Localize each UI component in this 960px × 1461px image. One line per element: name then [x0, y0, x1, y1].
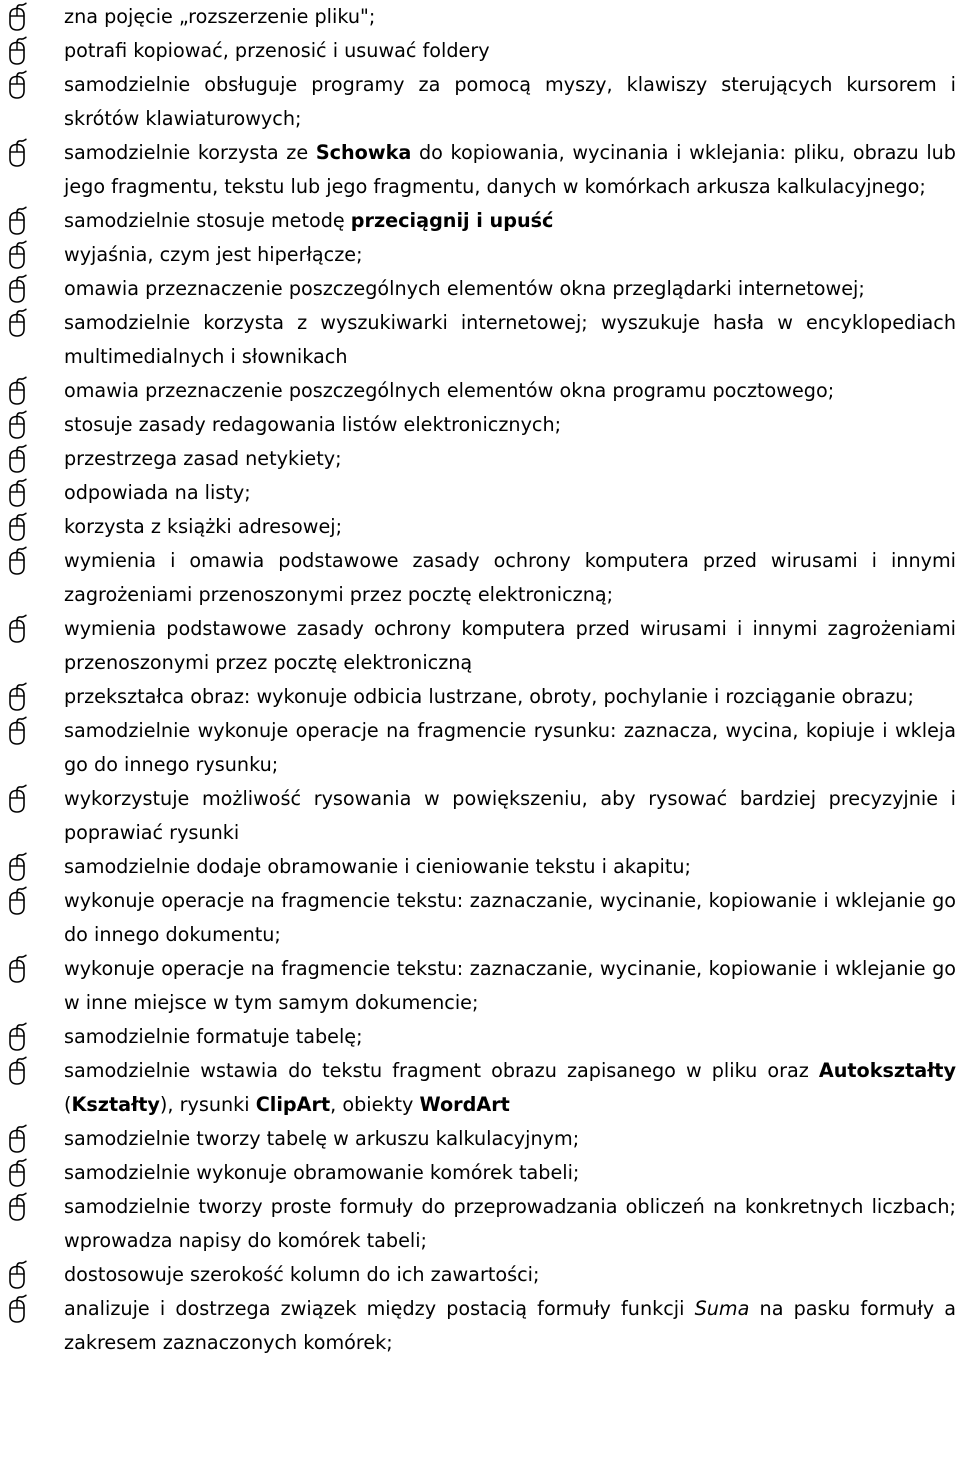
computer-mouse-icon [4, 410, 30, 440]
item-text-run: , obiekty [330, 1093, 420, 1116]
computer-mouse-icon [4, 274, 30, 304]
computer-mouse-icon [4, 376, 30, 406]
list-item [0, 34, 960, 68]
computer-mouse-icon [4, 1158, 30, 1188]
computer-mouse-icon [4, 1260, 30, 1290]
computer-mouse-icon [4, 1056, 30, 1086]
item-text [64, 850, 956, 884]
item-text-run: samodzielnie formatuje tabelę; [64, 1025, 363, 1048]
item-text [64, 238, 956, 272]
list-item [0, 850, 960, 884]
item-text [64, 680, 956, 714]
computer-mouse-icon [4, 614, 30, 644]
item-text [64, 374, 956, 408]
computer-mouse-icon [4, 1294, 30, 1324]
list-item [0, 782, 960, 850]
list-item [0, 680, 960, 714]
item-text [64, 1054, 956, 1122]
list-item [0, 1054, 960, 1122]
item-text-run: korzysta z książki adresowej; [64, 515, 343, 538]
item-text-run: omawia przeznaczenie poszczególnych elementów okna przeglądarki internetowej; [64, 277, 865, 300]
list-item [0, 1020, 960, 1054]
list-item [0, 1156, 960, 1190]
item-text [64, 68, 956, 136]
list-item [0, 374, 960, 408]
list-item [0, 0, 960, 34]
item-text [64, 884, 956, 952]
computer-mouse-icon [4, 954, 30, 984]
list-item [0, 612, 960, 680]
item-text-run: potrafi kopiować, przenosić i usuwać foldery [64, 39, 490, 62]
item-text-run: wykonuje operacje na fragmencie tekstu: zaznaczanie, wycinanie, kopiowanie i wklejanie go do innego dokumentu; [64, 889, 956, 946]
list-item [0, 204, 960, 238]
item-text-run: zna pojęcie „rozszerzenie pliku"; [64, 5, 376, 28]
item-text [64, 1190, 956, 1258]
item-text-run: samodzielnie korzysta ze [64, 141, 316, 164]
item-text-run: dostosowuje szerokość kolumn do ich zawartości; [64, 1263, 540, 1286]
item-text-run: samodzielnie korzysta z wyszukiwarki internetowej; wyszukuje hasła w encyklopediach multimedialnych i słownikach [64, 311, 956, 368]
item-text [64, 1122, 956, 1156]
computer-mouse-icon [4, 1192, 30, 1222]
item-text-run: samodzielnie wykonuje obramowanie komórek tabeli; [64, 1161, 580, 1184]
item-text [64, 0, 956, 34]
item-text [64, 408, 956, 442]
item-text-run: wyjaśnia, czym jest hiperłącze; [64, 243, 363, 266]
list-item [0, 136, 960, 204]
item-text-run: Kształty [71, 1093, 160, 1116]
list-item [0, 510, 960, 544]
computer-mouse-icon [4, 240, 30, 270]
item-text-run: ), rysunki [159, 1093, 256, 1116]
item-text-run: samodzielnie dodaje obramowanie i cieniowanie tekstu i akapitu; [64, 855, 692, 878]
item-text-run: przeciągnij i upuść [350, 209, 554, 232]
item-text [64, 306, 956, 374]
list-item [0, 442, 960, 476]
item-text-run: odpowiada na listy; [64, 481, 251, 504]
computer-mouse-icon [4, 70, 30, 100]
list-item [0, 714, 960, 782]
list-item [0, 272, 960, 306]
computer-mouse-icon [4, 1124, 30, 1154]
computer-mouse-icon [4, 36, 30, 66]
item-text-run: wymienia podstawowe zasady ochrony komputera przed wirusami i innymi zagrożeniami przenoszonymi przez pocztę elektroniczną [64, 617, 956, 674]
item-text [64, 136, 956, 204]
computer-mouse-icon [4, 478, 30, 508]
item-text-run: samodzielnie tworzy proste formuły do przeprowadzania obliczeń na konkretnych liczbach; wprowadza napisy do komórek tabeli; [64, 1195, 956, 1252]
item-text-run: do kopiowania, wycinania i wklejania: pliku, obrazu lub jego fragmentu, tekstu lub jego fragmentu, danych w komórkach arkusza kalkulacyjnego; [64, 141, 956, 198]
item-text [64, 476, 956, 510]
item-text [64, 204, 956, 238]
item-text-run: ClipArt [255, 1093, 331, 1116]
list-item [0, 1122, 960, 1156]
item-text-run: Schowka [315, 141, 412, 164]
item-text-run: Suma [694, 1297, 750, 1320]
computer-mouse-icon [4, 444, 30, 474]
computer-mouse-icon [4, 138, 30, 168]
list-item [0, 408, 960, 442]
item-text-run: wykonuje operacje na fragmencie tekstu: zaznaczanie, wycinanie, kopiowanie i wklejanie go w inne miejsce w tym samym dokumencie; [64, 957, 956, 1014]
list-item [0, 476, 960, 510]
item-text [64, 714, 956, 782]
computer-mouse-icon [4, 784, 30, 814]
item-text-run: przestrzega zasad netykiety; [64, 447, 342, 470]
list-item [0, 884, 960, 952]
computer-mouse-icon [4, 308, 30, 338]
list-item [0, 544, 960, 612]
computer-mouse-icon [4, 2, 30, 32]
list-item [0, 952, 960, 1020]
item-text-run: samodzielnie stosuje metodę [64, 209, 351, 232]
computer-mouse-icon [4, 512, 30, 542]
computer-mouse-icon [4, 716, 30, 746]
item-text [64, 510, 956, 544]
item-text [64, 1258, 956, 1292]
computer-mouse-icon [4, 886, 30, 916]
item-text [64, 612, 956, 680]
item-text-run: analizuje i dostrzega związek między postacią formuły funkcji [64, 1297, 695, 1320]
item-text-run: wykorzystuje możliwość rysowania w powiększeniu, aby rysować bardziej precyzyjnie i poprawiać rysunki [64, 787, 956, 844]
item-text-run: omawia przeznaczenie poszczególnych elementów okna programu pocztowego; [64, 379, 835, 402]
list-item [0, 1190, 960, 1258]
list-item [0, 1292, 960, 1360]
item-text-run: stosuje zasady redagowania listów elektronicznych; [64, 413, 562, 436]
list-item [0, 68, 960, 136]
item-text-run: ( [64, 1093, 72, 1116]
computer-mouse-icon [4, 546, 30, 576]
item-text-run: samodzielnie tworzy tabelę w arkuszu kalkulacyjnym; [64, 1127, 580, 1150]
item-text-run: samodzielnie wykonuje operacje na fragmencie rysunku: zaznacza, wycina, kopiuje i wkleja go do innego rysunku; [64, 719, 956, 776]
computer-mouse-icon [4, 682, 30, 712]
item-text-run: samodzielnie obsługuje programy za pomocą myszy, klawiszy sterujących kursorem i skrótów klawiaturowych; [64, 73, 956, 130]
computer-mouse-icon [4, 1022, 30, 1052]
computer-mouse-icon [4, 852, 30, 882]
item-text [64, 442, 956, 476]
computer-mouse-icon [4, 206, 30, 236]
item-text-run: przekształca obraz: wykonuje odbicia lustrzane, obroty, pochylanie i rozciąganie obrazu; [64, 685, 914, 708]
item-text [64, 1292, 956, 1360]
item-text [64, 1156, 956, 1190]
list-item [0, 238, 960, 272]
item-text [64, 1020, 956, 1054]
item-text-run: WordArt [419, 1093, 510, 1116]
item-text-run: wymienia i omawia podstawowe zasady ochrony komputera przed wirusami i innymi zagrożeniami przenoszonymi przez pocztę elektroniczną; [64, 549, 956, 606]
list-item [0, 306, 960, 374]
item-text-run: samodzielnie wstawia do tekstu fragment obrazu zapisanego w pliku oraz [64, 1059, 819, 1082]
item-text [64, 544, 956, 612]
item-text [64, 952, 956, 1020]
item-text [64, 272, 956, 306]
item-text-run: na pasku formuły a zakresem zaznaczonych komórek; [64, 1297, 956, 1354]
list-item [0, 1258, 960, 1292]
item-text [64, 34, 956, 68]
item-text-run: Autokształty [818, 1059, 956, 1082]
item-text [64, 782, 956, 850]
